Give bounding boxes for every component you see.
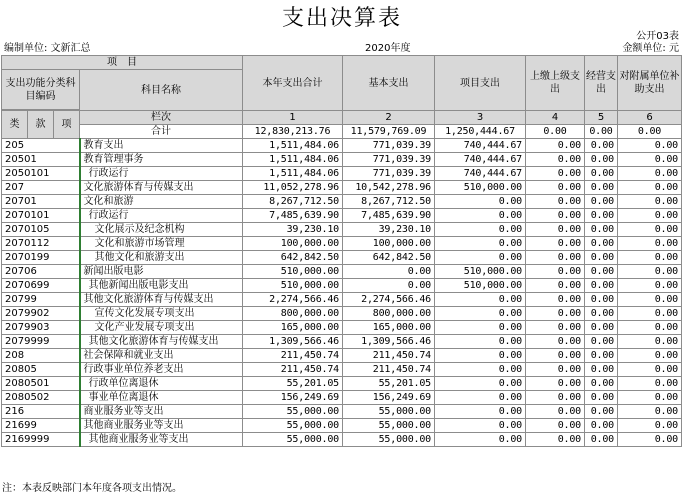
subject-code: 208 — [2, 349, 80, 363]
amount-col1: 1,511,484.06 — [243, 153, 343, 167]
table-row — [2, 223, 682, 237]
amount-col3: 510,000.00 — [435, 181, 526, 195]
amount-col2: 165,000.00 — [343, 321, 435, 335]
subject-name: 文化和旅游市场管理 — [80, 237, 243, 251]
amount-col3: 0.00 — [435, 433, 526, 447]
col-num-4: 4 — [526, 111, 585, 125]
amount-col1: 39,230.10 — [243, 223, 343, 237]
amount-col4: 0.00 — [526, 209, 585, 223]
amount-col5: 0.00 — [585, 195, 618, 209]
amount-col1: 211,450.74 — [243, 363, 343, 377]
table-row — [2, 139, 682, 153]
table-row — [2, 195, 682, 209]
amount-col6: 0.00 — [618, 167, 682, 181]
subject-name-header: 科目名称 — [80, 70, 243, 111]
amount-col4: 0.00 — [526, 265, 585, 279]
amount-col1: 55,000.00 — [243, 405, 343, 419]
amount-col4: 0.00 — [526, 251, 585, 265]
amount-col2: 55,000.00 — [343, 419, 435, 433]
amount-col1: 2,274,566.46 — [243, 293, 343, 307]
col-num-2: 2 — [343, 111, 435, 125]
amount-col5: 0.00 — [585, 363, 618, 377]
amount-col5: 0.00 — [585, 349, 618, 363]
subject-name: 其他商业服务业等支出 — [80, 433, 243, 447]
amount-col3: 0.00 — [435, 209, 526, 223]
table-row — [2, 335, 682, 349]
func-code-header: 支出功能分类科目编码 — [2, 70, 80, 110]
amount-col3: 0.00 — [435, 363, 526, 377]
subject-code: 2070101 — [2, 209, 80, 223]
amount-col3: 740,444.67 — [435, 167, 526, 181]
amount-col3: 510,000.00 — [435, 279, 526, 293]
amount-col6: 0.00 — [618, 237, 682, 251]
amount-col5: 0.00 — [585, 335, 618, 349]
amount-col5: 0.00 — [585, 223, 618, 237]
amount-col5: 0.00 — [585, 209, 618, 223]
amount-col1: 8,267,712.50 — [243, 195, 343, 209]
subject-code: 20701 — [2, 195, 80, 209]
amount-col6: 0.00 — [618, 321, 682, 335]
amount-col2: 1,309,566.46 — [343, 335, 435, 349]
amount-col3: 510,000.00 — [435, 265, 526, 279]
subject-code: 20706 — [2, 265, 80, 279]
amount-col4: 0.00 — [526, 349, 585, 363]
amount-col4: 0.00 — [526, 181, 585, 195]
amount-col3: 0.00 — [435, 251, 526, 265]
amount-col4: 0.00 — [526, 419, 585, 433]
table-row — [2, 321, 682, 335]
amount-col4: 0.00 — [526, 377, 585, 391]
subject-name: 教育支出 — [80, 139, 243, 153]
amount-col4: 0.00 — [526, 195, 585, 209]
amount-col5: 0.00 — [585, 391, 618, 405]
subject-name: 文化和旅游 — [80, 195, 243, 209]
amount-col2: 55,000.00 — [343, 433, 435, 447]
amount-col6: 0.00 — [618, 293, 682, 307]
amount-col6: 0.00 — [618, 153, 682, 167]
amount-col5: 0.00 — [585, 153, 618, 167]
table-row — [2, 153, 682, 167]
subject-code: 2070699 — [2, 279, 80, 293]
amount-col4: 0.00 — [526, 293, 585, 307]
subject-name: 教育管理事务 — [80, 153, 243, 167]
xiang-header: 项 — [54, 111, 80, 139]
subject-name: 行政运行 — [80, 167, 243, 181]
amount-col6: 0.00 — [618, 251, 682, 265]
subject-code: 2070112 — [2, 237, 80, 251]
total-row-label: 合计 — [80, 125, 243, 139]
col-upper-header: 上缴上级支出 — [526, 56, 585, 111]
report-year: 2020年度 — [365, 43, 411, 54]
amount-col4: 0.00 — [526, 363, 585, 377]
amount-col5: 0.00 — [585, 181, 618, 195]
lei-header: 类 — [2, 111, 28, 139]
item-header: 项 目 — [2, 56, 243, 70]
amount-col1: 510,000.00 — [243, 265, 343, 279]
subject-code: 2079999 — [2, 335, 80, 349]
subject-code: 20501 — [2, 153, 80, 167]
table-row — [2, 433, 682, 447]
amount-col5: 0.00 — [585, 433, 618, 447]
amount-col3: 0.00 — [435, 195, 526, 209]
table-row — [2, 349, 682, 363]
amount-col5: 0.00 — [585, 321, 618, 335]
subject-name: 其他文化旅游体育与传媒支出 — [80, 335, 243, 349]
amount-col1: 165,000.00 — [243, 321, 343, 335]
table-row — [2, 391, 682, 405]
subject-name: 文化产业发展专项支出 — [80, 321, 243, 335]
table-row — [2, 209, 682, 223]
amount-col1: 510,000.00 — [243, 279, 343, 293]
amount-col2: 55,201.05 — [343, 377, 435, 391]
table-row — [2, 181, 682, 195]
form-number: 公开03表 — [636, 31, 679, 42]
total-col1: 12,830,213.76 — [243, 125, 343, 139]
amount-col2: 642,842.50 — [343, 251, 435, 265]
lanci-header: 栏次 — [80, 111, 243, 125]
amount-col6: 0.00 — [618, 433, 682, 447]
amount-col6: 0.00 — [618, 391, 682, 405]
subject-name: 其他文化旅游体育与传媒支出 — [80, 293, 243, 307]
subject-code: 2080502 — [2, 391, 80, 405]
amount-col5: 0.00 — [585, 419, 618, 433]
amount-col6: 0.00 — [618, 335, 682, 349]
table-row — [2, 265, 682, 279]
amount-col2: 2,274,566.46 — [343, 293, 435, 307]
amount-col4: 0.00 — [526, 237, 585, 251]
table-row — [2, 405, 682, 419]
col-basic-header: 基本支出 — [343, 56, 435, 111]
subject-code: 21699 — [2, 419, 80, 433]
amount-col3: 0.00 — [435, 405, 526, 419]
amount-col5: 0.00 — [585, 405, 618, 419]
amount-col2: 8,267,712.50 — [343, 195, 435, 209]
subject-code: 2050101 — [2, 167, 80, 181]
subject-name: 事业单位离退休 — [80, 391, 243, 405]
table-body — [2, 139, 682, 447]
amount-col6: 0.00 — [618, 181, 682, 195]
subject-code: 207 — [2, 181, 80, 195]
table-row — [2, 363, 682, 377]
amount-col3: 0.00 — [435, 321, 526, 335]
amount-col3: 0.00 — [435, 335, 526, 349]
amount-col1: 55,201.05 — [243, 377, 343, 391]
subject-code: 2070105 — [2, 223, 80, 237]
amount-col6: 0.00 — [618, 223, 682, 237]
amount-col2: 10,542,278.96 — [343, 181, 435, 195]
report-title: 支出决算表 — [281, 6, 402, 31]
amount-col5: 0.00 — [585, 377, 618, 391]
subject-code: 20805 — [2, 363, 80, 377]
amount-col6: 0.00 — [618, 307, 682, 321]
table-row — [2, 237, 682, 251]
amount-col1: 211,450.74 — [243, 349, 343, 363]
table-row — [2, 279, 682, 293]
amount-col5: 0.00 — [585, 293, 618, 307]
subject-name: 其他文化和旅游支出 — [80, 251, 243, 265]
expenditure-table — [1, 55, 682, 447]
amount-col5: 0.00 — [585, 279, 618, 293]
amount-col4: 0.00 — [526, 139, 585, 153]
amount-col1: 642,842.50 — [243, 251, 343, 265]
amount-col1: 55,000.00 — [243, 419, 343, 433]
amount-col2: 7,485,639.90 — [343, 209, 435, 223]
subject-code: 20799 — [2, 293, 80, 307]
col-total-header: 本年支出合计 — [243, 56, 343, 111]
total-col6: 0.00 — [618, 125, 682, 139]
subject-name: 宣传文化发展专项支出 — [80, 307, 243, 321]
total-col4: 0.00 — [526, 125, 585, 139]
amount-col3: 0.00 — [435, 377, 526, 391]
subject-code: 2080501 — [2, 377, 80, 391]
amount-col6: 0.00 — [618, 377, 682, 391]
subject-name: 商业服务业等支出 — [80, 405, 243, 419]
amount-col5: 0.00 — [585, 237, 618, 251]
amount-col2: 100,000.00 — [343, 237, 435, 251]
amount-col3: 0.00 — [435, 349, 526, 363]
subject-code: 205 — [2, 139, 80, 153]
amount-col2: 156,249.69 — [343, 391, 435, 405]
total-col2: 11,579,769.09 — [343, 125, 435, 139]
table-row — [2, 293, 682, 307]
amount-col3: 0.00 — [435, 223, 526, 237]
subject-code: 2169999 — [2, 433, 80, 447]
amount-col1: 11,052,278.96 — [243, 181, 343, 195]
kuan-header: 款 — [28, 111, 54, 139]
amount-col2: 771,039.39 — [343, 139, 435, 153]
amount-col5: 0.00 — [585, 251, 618, 265]
subject-name: 行政事业单位养老支出 — [80, 363, 243, 377]
subject-code: 216 — [2, 405, 80, 419]
col-num-5: 5 — [585, 111, 618, 125]
col-subsidiary-header: 对附属单位补助支出 — [618, 56, 682, 111]
amount-col3: 0.00 — [435, 307, 526, 321]
subject-name: 社会保障和就业支出 — [80, 349, 243, 363]
amount-col2: 800,000.00 — [343, 307, 435, 321]
amount-col4: 0.00 — [526, 223, 585, 237]
amount-col1: 1,511,484.06 — [243, 139, 343, 153]
amount-col4: 0.00 — [526, 167, 585, 181]
col-num-3: 3 — [435, 111, 526, 125]
table-row — [2, 419, 682, 433]
amount-col6: 0.00 — [618, 405, 682, 419]
amount-col2: 771,039.39 — [343, 153, 435, 167]
subject-name: 其他商业服务业等支出 — [80, 419, 243, 433]
total-col3: 1,250,444.67 — [435, 125, 526, 139]
amount-col2: 771,039.39 — [343, 167, 435, 181]
amount-col4: 0.00 — [526, 391, 585, 405]
col-num-6: 6 — [618, 111, 682, 125]
amount-col4: 0.00 — [526, 433, 585, 447]
subject-name: 新闻出版电影 — [80, 265, 243, 279]
subject-name: 行政运行 — [80, 209, 243, 223]
subject-name: 行政单位离退休 — [80, 377, 243, 391]
amount-col3: 740,444.67 — [435, 153, 526, 167]
amount-col2: 39,230.10 — [343, 223, 435, 237]
amount-col6: 0.00 — [618, 363, 682, 377]
amount-col4: 0.00 — [526, 153, 585, 167]
amount-col6: 0.00 — [618, 195, 682, 209]
amount-col3: 0.00 — [435, 391, 526, 405]
amount-col4: 0.00 — [526, 321, 585, 335]
table-row — [2, 307, 682, 321]
amount-col3: 740,444.67 — [435, 139, 526, 153]
subject-name: 其他新闻出版电影支出 — [80, 279, 243, 293]
amount-col6: 0.00 — [618, 139, 682, 153]
total-col5: 0.00 — [585, 125, 618, 139]
table-row — [2, 251, 682, 265]
amount-col6: 0.00 — [618, 279, 682, 293]
subject-code: 2079903 — [2, 321, 80, 335]
amount-col1: 1,309,566.46 — [243, 335, 343, 349]
amount-col3: 0.00 — [435, 293, 526, 307]
amount-col1: 100,000.00 — [243, 237, 343, 251]
compiling-unit: 编制单位: 文新汇总 — [4, 43, 91, 54]
col-num-1: 1 — [243, 111, 343, 125]
amount-col1: 55,000.00 — [243, 433, 343, 447]
amount-col2: 0.00 — [343, 279, 435, 293]
amount-col4: 0.00 — [526, 335, 585, 349]
amount-col2: 0.00 — [343, 265, 435, 279]
table-row — [2, 377, 682, 391]
subject-code: 2070199 — [2, 251, 80, 265]
amount-col4: 0.00 — [526, 279, 585, 293]
amount-col3: 0.00 — [435, 419, 526, 433]
amount-col5: 0.00 — [585, 307, 618, 321]
amount-col1: 7,485,639.90 — [243, 209, 343, 223]
amount-col6: 0.00 — [618, 209, 682, 223]
amount-col1: 156,249.69 — [243, 391, 343, 405]
table-row — [2, 167, 682, 181]
subject-name: 文化旅游体育与传媒支出 — [80, 181, 243, 195]
amount-col6: 0.00 — [618, 349, 682, 363]
currency-unit: 金额单位: 元 — [622, 43, 679, 54]
col-project-header: 项目支出 — [435, 56, 526, 111]
amount-col3: 0.00 — [435, 237, 526, 251]
subject-code: 2079902 — [2, 307, 80, 321]
amount-col2: 55,000.00 — [343, 405, 435, 419]
subject-name: 文化展示及纪念机构 — [80, 223, 243, 237]
amount-col1: 1,511,484.06 — [243, 167, 343, 181]
footnote: 注：本表反映部门本年度各项支出情况。 — [2, 483, 182, 494]
col-business-header: 经营支出 — [585, 56, 618, 111]
amount-col5: 0.00 — [585, 139, 618, 153]
amount-col5: 0.00 — [585, 265, 618, 279]
amount-col6: 0.00 — [618, 419, 682, 433]
amount-col4: 0.00 — [526, 307, 585, 321]
amount-col6: 0.00 — [618, 265, 682, 279]
amount-col1: 800,000.00 — [243, 307, 343, 321]
amount-col5: 0.00 — [585, 167, 618, 181]
amount-col2: 211,450.74 — [343, 349, 435, 363]
amount-col2: 211,450.74 — [343, 363, 435, 377]
amount-col4: 0.00 — [526, 405, 585, 419]
